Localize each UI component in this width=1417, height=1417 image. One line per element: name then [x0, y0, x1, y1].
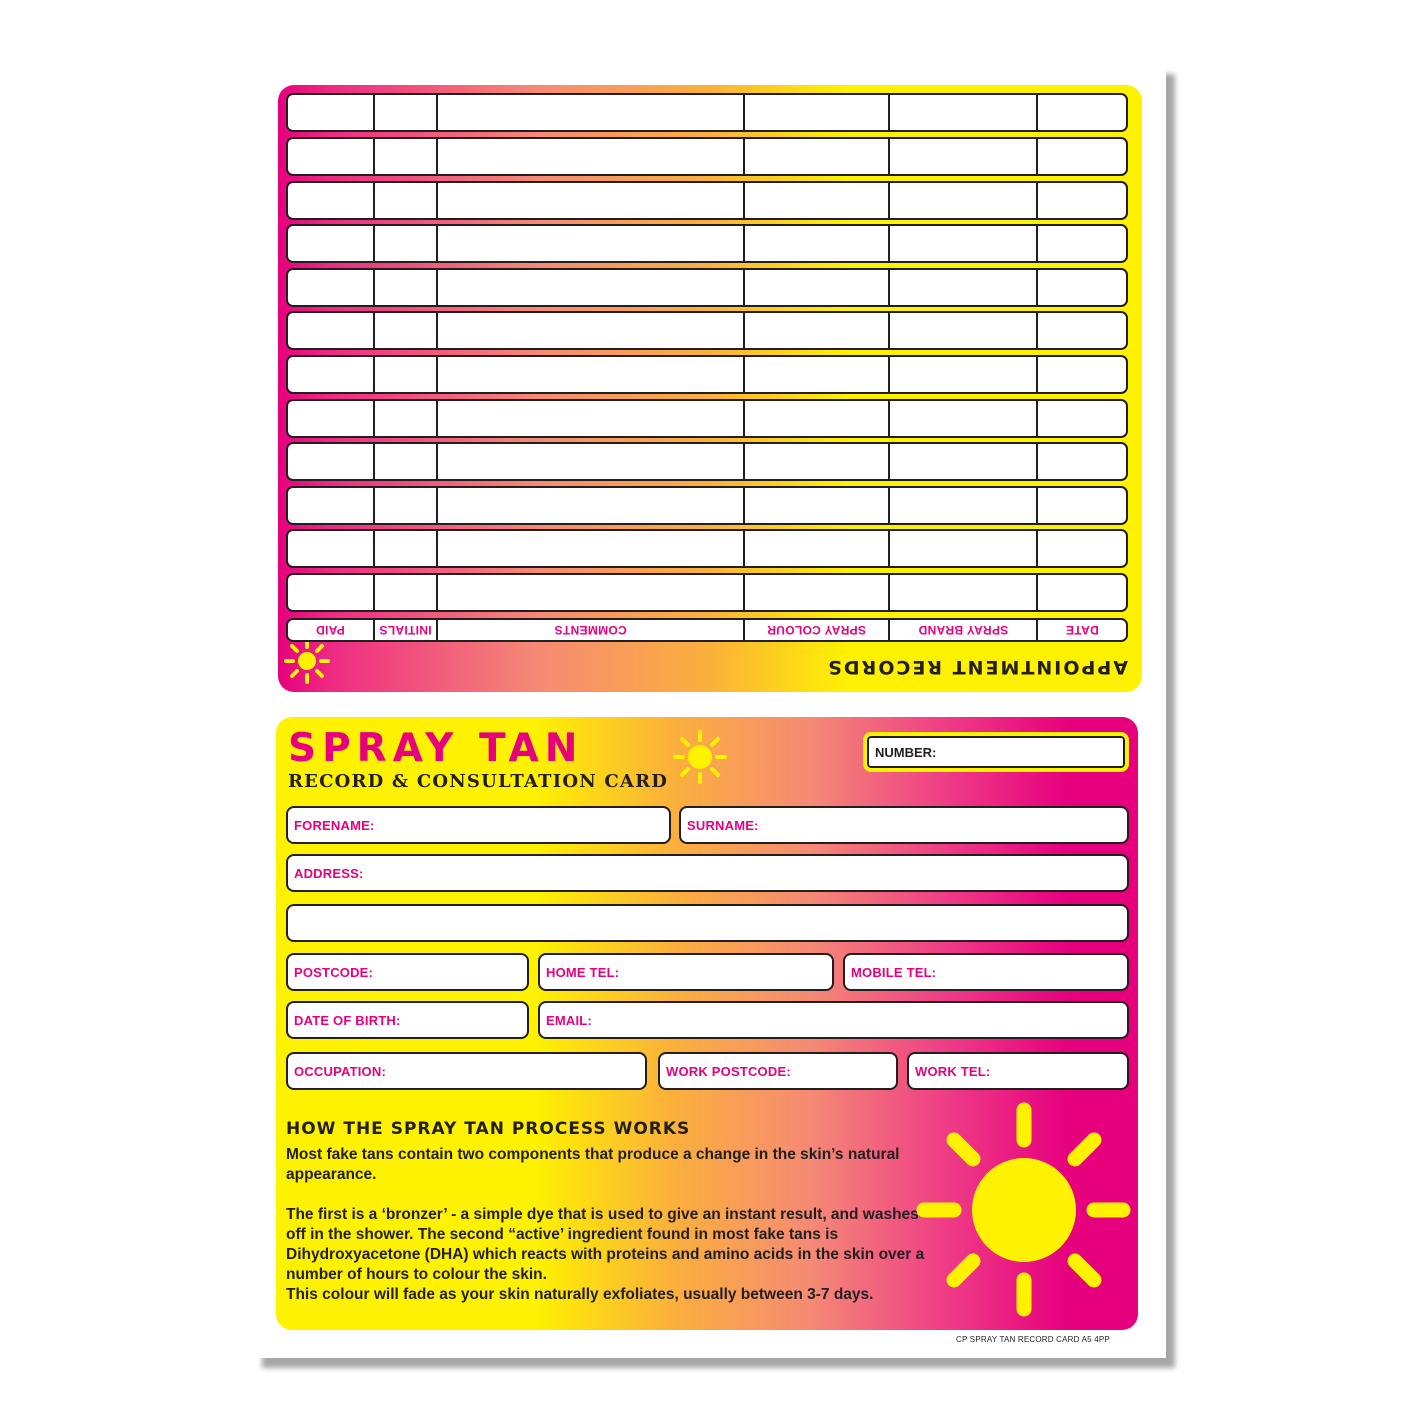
appointment-cell[interactable] [888, 531, 1036, 566]
process-description [286, 1145, 931, 1305]
appointment-cell[interactable] [743, 270, 888, 305]
appointment-cell[interactable] [288, 270, 373, 305]
consultation-card-panel [276, 717, 1138, 1330]
appointment-cell[interactable] [888, 444, 1036, 479]
appointment-cell[interactable] [373, 488, 437, 523]
column-header-comments: COMMENTS [436, 620, 743, 640]
appointment-cell[interactable] [888, 401, 1036, 436]
email-label: EMAIL: [546, 1012, 592, 1028]
card-title: SPRAY TAN [288, 726, 584, 771]
appointment-row[interactable] [286, 399, 1128, 438]
column-header-initials: INITIALS [373, 620, 437, 640]
appointment-records-rotated [278, 85, 1142, 692]
forename-field[interactable] [286, 806, 671, 844]
appointment-cell[interactable] [1036, 575, 1126, 610]
process-paragraph-3: This colour will fade as your skin naturally exfoliates, usually between 3-7 days. [286, 1286, 874, 1303]
appointment-cell[interactable] [288, 183, 373, 218]
process-paragraph-2: The first is a ‘bronzer’ - a simple dye that is used to give an instant result, and washes off in the shower. The second “active’ ingredient found in most fake tans is Dihydroxyacetone (DHA) which reacts with proteins and amino acids in the skin over a number of hours to colour the skin. [286, 1206, 925, 1283]
appointment-cell[interactable] [288, 139, 373, 174]
appointment-records-title: APPOINTMENT RECORDS [826, 656, 1128, 678]
email-field[interactable] [538, 1001, 1129, 1039]
appointment-cell[interactable] [288, 95, 373, 130]
forename-label: FORENAME: [294, 817, 375, 833]
appointment-cell[interactable] [373, 313, 437, 348]
appointment-cell[interactable] [1036, 444, 1126, 479]
appointment-cell[interactable] [373, 444, 437, 479]
appointment-cell[interactable] [373, 95, 437, 130]
appointment-cell[interactable] [436, 95, 743, 130]
home-tel-field[interactable] [538, 953, 834, 991]
address-field[interactable] [286, 854, 1129, 892]
product-code: CP SPRAY TAN RECORD CARD A5 4PP [956, 1335, 1110, 1344]
appointment-cell[interactable] [888, 270, 1036, 305]
sun-icon [672, 729, 728, 785]
appointment-cell[interactable] [743, 95, 888, 130]
appointment-cell[interactable] [888, 575, 1036, 610]
sun-icon [916, 1102, 1131, 1317]
appointment-row[interactable] [286, 268, 1128, 307]
appointment-cell[interactable] [288, 401, 373, 436]
appointment-cell[interactable] [743, 183, 888, 218]
appointment-cell[interactable] [436, 183, 743, 218]
appointment-cell[interactable] [373, 226, 437, 261]
home-tel-label: HOME TEL: [546, 964, 620, 980]
postcode-label: POSTCODE: [294, 964, 374, 980]
appointment-cell[interactable] [436, 488, 743, 523]
appointment-row[interactable] [286, 93, 1128, 132]
address-line-2-field[interactable] [286, 904, 1129, 942]
appointment-cell[interactable] [436, 401, 743, 436]
appointment-cell[interactable] [436, 444, 743, 479]
occupation-label: OCCUPATION: [294, 1063, 386, 1079]
postcode-field[interactable] [286, 953, 529, 991]
appointment-cell[interactable] [1036, 313, 1126, 348]
appointment-cell[interactable] [436, 575, 743, 610]
appointment-cell[interactable] [436, 531, 743, 566]
appointment-cell[interactable] [1036, 183, 1126, 218]
appointment-cell[interactable] [1036, 95, 1126, 130]
appointment-cell[interactable] [373, 531, 437, 566]
appointment-cell[interactable] [373, 139, 437, 174]
date-of-birth-field[interactable] [286, 1001, 529, 1039]
number-label: NUMBER: [875, 744, 937, 760]
appointment-cell[interactable] [1036, 139, 1126, 174]
appointment-cell[interactable] [1036, 401, 1126, 436]
appointment-row[interactable] [286, 311, 1128, 350]
appointment-cell[interactable] [888, 139, 1036, 174]
sun-icon [284, 638, 330, 684]
address-label: ADDRESS: [294, 865, 364, 881]
column-header-paid: PAID [315, 623, 345, 637]
appointment-row[interactable] [286, 355, 1128, 394]
card-subtitle: RECORD & CONSULTATION CARD [288, 771, 669, 792]
appointment-cell[interactable] [1036, 531, 1126, 566]
appointment-cell[interactable] [373, 401, 437, 436]
appointment-cell[interactable] [1036, 488, 1126, 523]
appointment-cell[interactable] [436, 270, 743, 305]
appointment-cell[interactable] [373, 357, 437, 392]
appointment-cell[interactable] [373, 270, 437, 305]
mobile-tel-field[interactable] [843, 953, 1129, 991]
appointment-cell[interactable] [436, 313, 743, 348]
appointment-cell[interactable] [288, 531, 373, 566]
process-paragraph-1: Most fake tans contain two components that produce a change in the skin’s natural appearance. [286, 1146, 900, 1183]
column-header-date: DATE [1036, 620, 1126, 640]
appointment-row[interactable] [286, 529, 1128, 568]
appointment-cell[interactable] [1036, 226, 1126, 261]
number-field[interactable] [863, 732, 1129, 772]
table-header-row [286, 618, 1128, 642]
appointment-records-panel [278, 85, 1142, 692]
work-postcode-field[interactable] [658, 1052, 898, 1090]
appointment-cell[interactable] [888, 95, 1036, 130]
surname-label: SURNAME: [687, 817, 759, 833]
appointment-cell[interactable] [436, 139, 743, 174]
appointment-cell[interactable] [743, 357, 888, 392]
surname-field[interactable] [679, 806, 1129, 844]
appointment-row[interactable] [286, 486, 1128, 525]
appointment-cell[interactable] [888, 313, 1036, 348]
process-heading: HOW THE SPRAY TAN PROCESS WORKS [286, 1119, 691, 1139]
appointment-cell[interactable] [888, 357, 1036, 392]
appointment-cell[interactable] [743, 531, 888, 566]
appointment-row[interactable] [286, 224, 1128, 263]
appointment-cell[interactable] [1036, 270, 1126, 305]
appointment-cell[interactable] [743, 313, 888, 348]
appointment-cell[interactable] [743, 401, 888, 436]
appointment-cell[interactable] [373, 183, 437, 218]
appointment-cell[interactable] [373, 575, 437, 610]
appointment-cell[interactable] [743, 226, 888, 261]
date-of-birth-label: DATE OF BIRTH: [294, 1012, 401, 1028]
appointment-cell[interactable] [888, 183, 1036, 218]
appointment-row[interactable] [286, 573, 1128, 612]
appointment-cell[interactable] [288, 357, 373, 392]
work-tel-label: WORK TEL: [915, 1063, 991, 1079]
occupation-field[interactable] [286, 1052, 647, 1090]
appointment-cell[interactable] [288, 444, 373, 479]
appointment-cell[interactable] [288, 313, 373, 348]
appointment-cell[interactable] [743, 444, 888, 479]
appointment-cell[interactable] [743, 575, 888, 610]
appointment-cell[interactable] [288, 575, 373, 610]
appointment-row[interactable] [286, 181, 1128, 220]
appointment-cell[interactable] [743, 139, 888, 174]
work-postcode-label: WORK POSTCODE: [666, 1063, 791, 1079]
work-tel-field[interactable] [907, 1052, 1129, 1090]
appointment-cell[interactable] [888, 488, 1036, 523]
column-header-spray-brand: SPRAY BRAND [888, 620, 1036, 640]
appointment-cell[interactable] [436, 357, 743, 392]
appointment-cell[interactable] [436, 226, 743, 261]
appointment-cell[interactable] [1036, 357, 1126, 392]
appointment-cell[interactable] [743, 488, 888, 523]
appointment-cell[interactable] [288, 226, 373, 261]
appointment-cell[interactable] [888, 226, 1036, 261]
appointment-cell[interactable] [288, 488, 373, 523]
appointment-row[interactable] [286, 442, 1128, 481]
mobile-tel-label: MOBILE TEL: [851, 964, 937, 980]
appointment-row[interactable] [286, 137, 1128, 176]
column-header-spray-colour: SPRAY COLOUR [743, 620, 888, 640]
